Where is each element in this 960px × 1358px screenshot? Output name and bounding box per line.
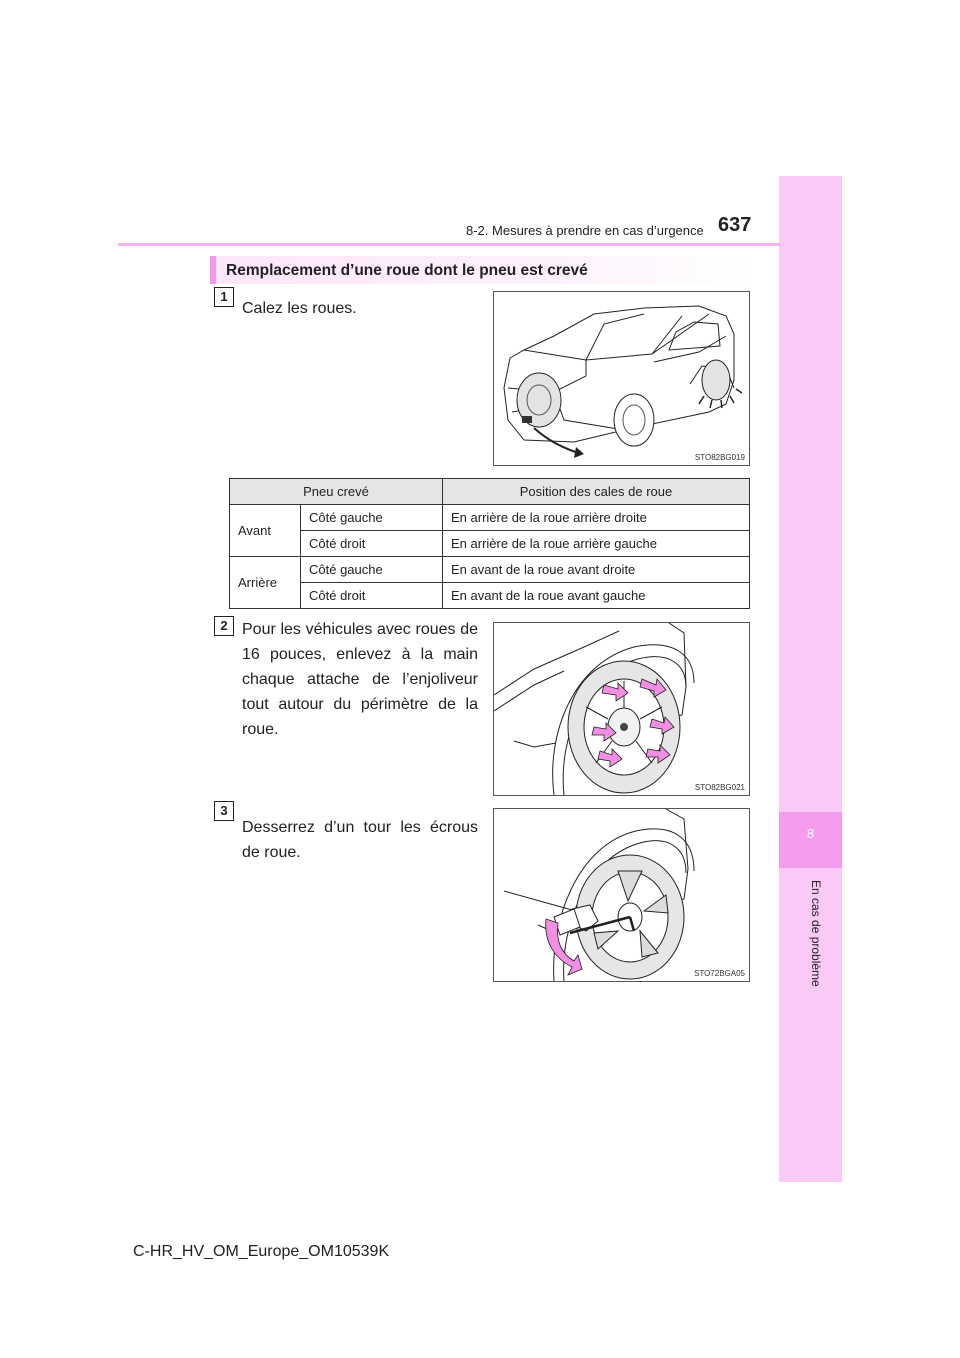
table-cell-side: Côté droit	[301, 531, 443, 557]
table-cell-position: En arrière de la roue arrière gauche	[443, 531, 750, 557]
page-number: 637	[718, 214, 752, 236]
step-2-text: Pour les véhicules avec roues de 16 pouces, enlevez à la main chaque attache de l’enjoliveur tout autour du périmètre de la roue.	[242, 621, 478, 738]
figure-2-code: STO82BG021	[694, 783, 745, 792]
table-cell-position: En avant de la roue avant droite	[443, 557, 750, 583]
step-1-text: Calez les roues.	[242, 300, 357, 317]
wheel-chock-illustration	[493, 291, 750, 466]
table-row	[230, 505, 750, 531]
loosen-lug-nuts-illustration	[493, 808, 750, 982]
table-header-chock-position: Position des cales de roue	[443, 479, 750, 505]
table-header-row	[230, 479, 750, 505]
table-cell-side: Côté droit	[301, 583, 443, 609]
section-title-accent	[210, 256, 216, 284]
table-cell-side: Côté gauche	[301, 505, 443, 531]
chapter-number: 8	[806, 826, 815, 841]
table-cell-position: En arrière de la roue arrière droite	[443, 505, 750, 531]
section-path: 8-2. Mesures à prendre en cas d’urgence	[466, 223, 704, 238]
table-row	[230, 583, 750, 609]
table-group-label: Avant	[230, 505, 301, 557]
document-code: C-HR_HV_OM_Europe_OM10539K	[133, 1243, 390, 1260]
header-rule	[118, 243, 780, 246]
table-header-flat-tire: Pneu crevé	[230, 479, 443, 505]
table-cell-side: Côté gauche	[301, 557, 443, 583]
wheel-chock-table	[229, 478, 750, 609]
table-row	[230, 557, 750, 583]
table-row	[230, 531, 750, 557]
figure-1-code: STO82BG019	[694, 453, 745, 462]
step-1-badge: 1	[214, 287, 234, 307]
wheel-cap-removal-illustration	[493, 622, 750, 796]
step-3-text: Desserrez d’un tour les écrous de roue.	[242, 819, 478, 861]
table-cell-position: En avant de la roue avant gauche	[443, 583, 750, 609]
chapter-title: En cas de problème	[809, 880, 823, 987]
table-group-label: Arrière	[230, 557, 301, 609]
chapter-side-tab	[779, 176, 842, 1182]
section-title: Remplacement d’une roue dont le pneu est crevé	[226, 262, 588, 279]
figure-3-code: STO72BGA05	[694, 969, 745, 978]
step-3-badge: 3	[214, 801, 234, 821]
step-2-badge: 2	[214, 616, 234, 636]
